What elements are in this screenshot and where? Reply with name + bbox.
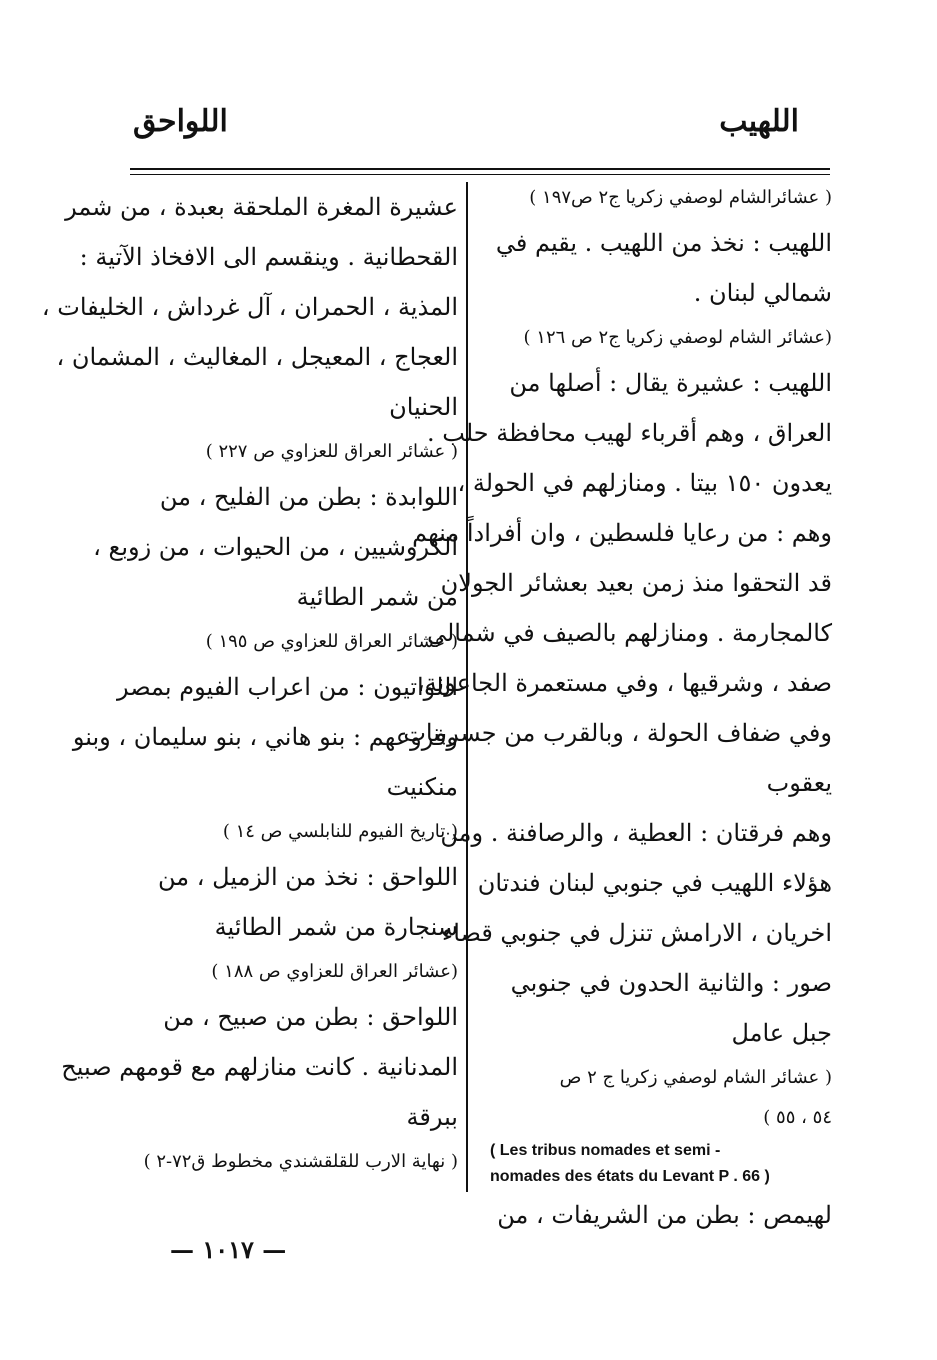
french-citation-line: ( Les tribus nomades et semi -	[490, 1142, 721, 1159]
text-line: هؤلاء اللهيب في جنوبي لبنان فندتان	[477, 869, 832, 897]
text-line: كالمجارمة . ومنازلهم بالصيف في شمالي	[426, 619, 832, 647]
text-line: اللهيب : نخذ من اللهيب . يقيم في	[495, 229, 832, 257]
left-column	[41, 182, 458, 1182]
text-line: وفي ضفاف الحولة ، وبالقرب من جسربنات	[403, 719, 832, 747]
text-line: العراق ، وهم أقرباء لهيب محافظة حلب .	[427, 419, 832, 447]
running-header-right: اللهيب	[719, 104, 799, 139]
running-header-left: اللواحق	[133, 104, 228, 139]
text-line: وهم : من رعايا فلسطين ، وان أفراداً منهم	[412, 519, 832, 547]
text-line: ببرقة	[406, 1103, 458, 1131]
text-line: عشيرة المغرة الملحقة بعبدة ، من شمر	[65, 193, 458, 221]
text-line: اللوابدة : بطن من الفليح ، من	[159, 483, 458, 511]
text-line: الكروشيين ، من الحيوات ، من زوبع ،	[93, 533, 458, 561]
text-line: المدنانية . كانت منازلهم مع قومهم صبيح	[61, 1053, 458, 1081]
text-line: المذية ، الحمران ، آل غرداش ، الخليفات ،	[41, 293, 458, 321]
citation-line: ( عشائر العراق للعزاوي ص ٢٢٧ )	[205, 441, 458, 462]
text-line: يعقوب	[766, 769, 832, 797]
text-line: صور : والثانية الحدون في جنوبي	[510, 969, 832, 997]
text-line: قد التحقوا منذ زمن بعيد بعشائر الجولان	[440, 569, 832, 597]
text-line: اللواحق : نخذ من الزميل ، من	[158, 863, 458, 891]
text-line: اللواحق : بطن من صبيح ، من	[163, 1003, 458, 1031]
citation-line: ( عشائر العراق للعزاوي ص ١٩٥ )	[205, 631, 458, 652]
citation-line: ٥٤ ، ٥٥ )	[763, 1107, 832, 1128]
citation-line: ( تاريخ الفيوم للنابلسي ص ١٤ )	[222, 821, 458, 842]
text-line: يعدون ١٥٠ بيتا . ومنازلهم في الحولة ،	[457, 469, 832, 497]
header-rule-thin	[130, 174, 830, 175]
text-line: سنجارة من شمر الطائية	[214, 913, 458, 941]
text-line: منكنيت	[386, 773, 458, 801]
header-rule	[130, 168, 830, 170]
text-line: الحنيان	[389, 393, 458, 421]
text-line: من شمر الطائية	[296, 583, 458, 611]
citation-line: ( نهاية الارب للقلقشندي مخطوط ق٧٢-٢ )	[143, 1151, 458, 1172]
text-line: جبل عامل	[731, 1019, 832, 1047]
citation-line: ( عشائرالشام لوصفي زكريا ج٢ ص١٩٧ )	[529, 187, 832, 208]
french-citation-line: nomades des états du Levant P . 66 )	[490, 1168, 770, 1185]
citation-line: ( عشائر الشام لوصفي زكريا ج ٢ ص	[559, 1067, 832, 1088]
text-line: العجاج ، المعيجل ، المغاليث ، المشمان ،	[56, 343, 458, 371]
text-line: القحطانية . وينقسم الى الافخاذ الآتية :	[79, 243, 458, 271]
text-line: اللواتيون : من اعراب الفيوم بمصر	[116, 673, 458, 701]
citation-line: (عشائر الشام لوصفي زكريا ج٢ ص ١٢٦ )	[523, 327, 832, 348]
text-line: لهيمص : بطن من الشريفات ، من	[497, 1201, 832, 1229]
text-line: صفد ، وشرقيها ، وفي مستعمرة الجاعونة،	[416, 669, 832, 697]
text-line: شمالي لبنان .	[693, 279, 832, 307]
page-number: — ١٠١٧ —	[170, 1235, 287, 1264]
text-line: اللهيب : عشيرة يقال : أصلها من	[509, 369, 832, 397]
text-line: وهم فرقتان : العطية ، والرصافنة . ومن	[440, 819, 832, 847]
citation-line: (عشائر العراق للعزاوي ص ١٨٨ )	[211, 961, 458, 982]
text-line: وفروعهم : بنو هاني ، بنو سليمان ، وبنو	[72, 723, 458, 751]
text-line: اخريان ، الارامش تنزل في جنوبي قضاء	[441, 919, 832, 947]
